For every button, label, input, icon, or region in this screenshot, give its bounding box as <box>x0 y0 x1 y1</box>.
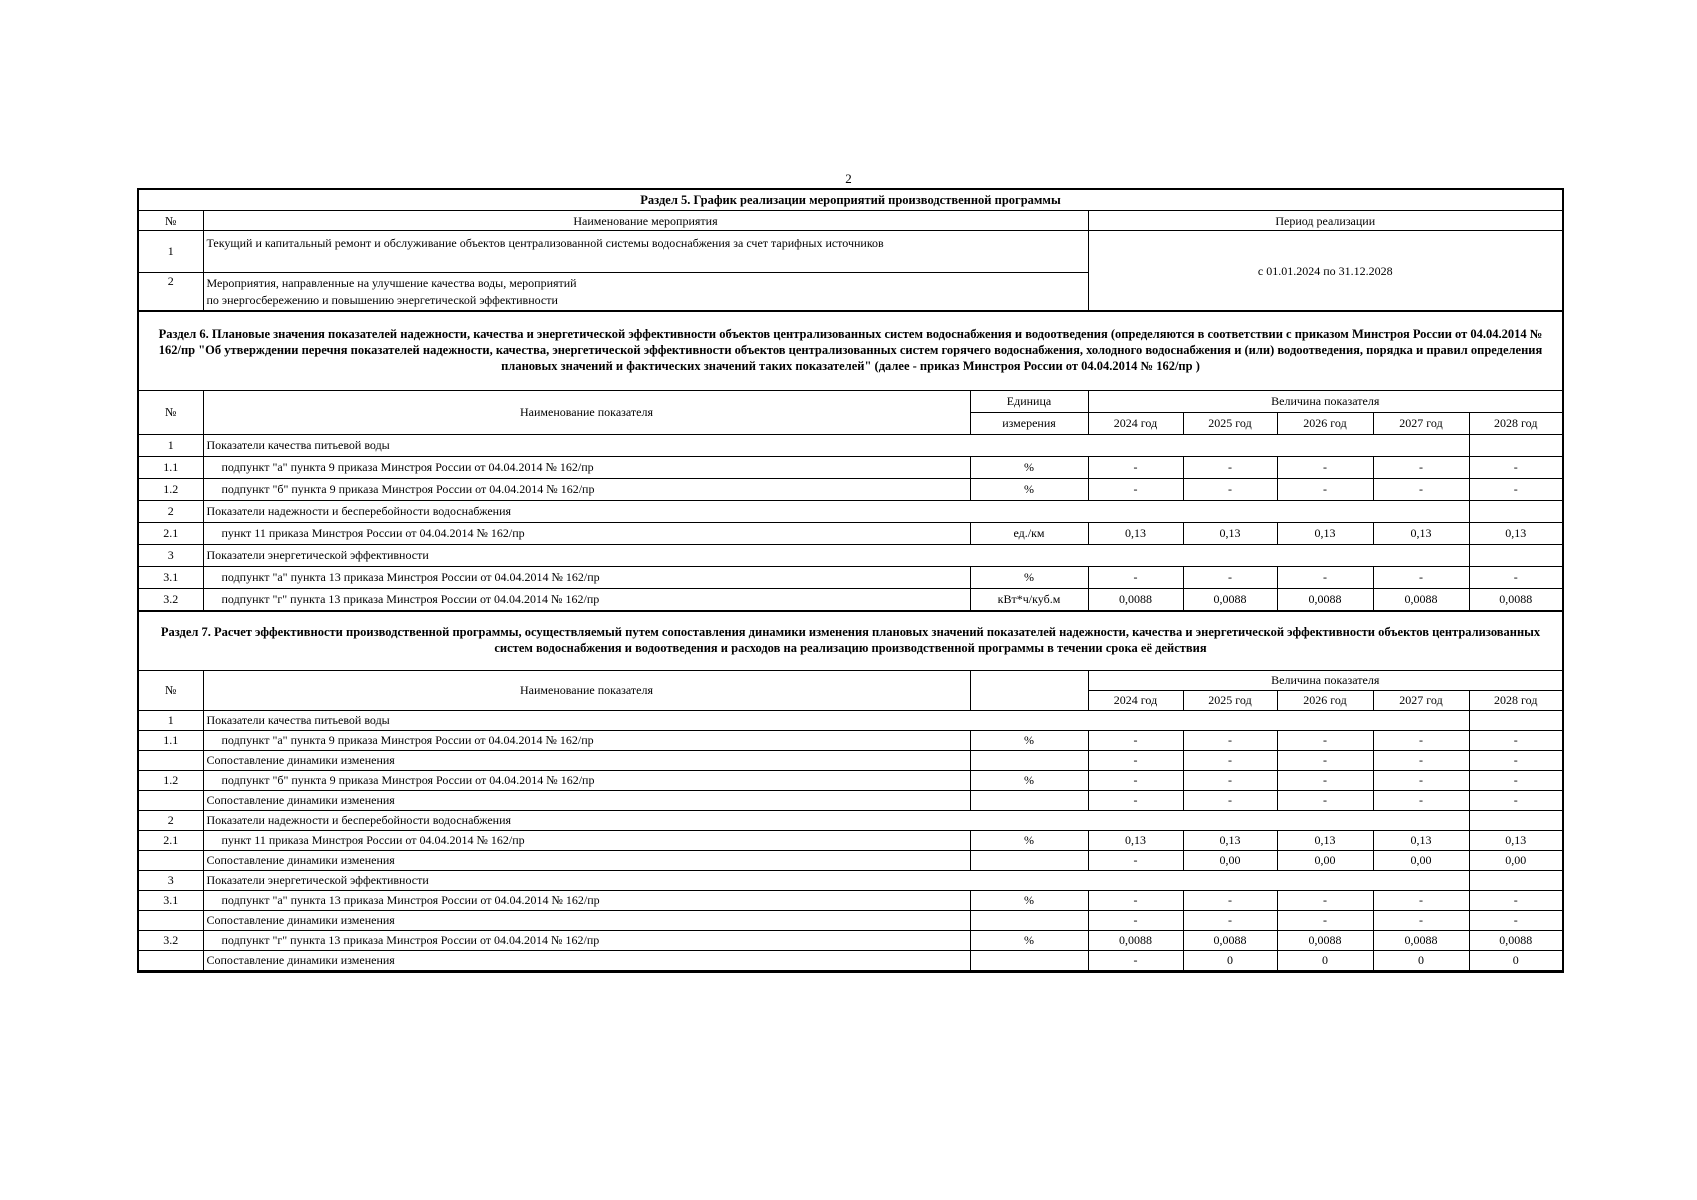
s5-header-num: № <box>139 211 203 231</box>
s7-row-value: - <box>1183 751 1277 771</box>
s6-row-num: 3.1 <box>139 567 203 589</box>
s7-row-value: - <box>1088 851 1183 871</box>
s6-group-name: Показатели качества питьевой воды <box>203 435 1469 457</box>
s7-row-value: - <box>1088 731 1183 751</box>
s6-row-num: 3.2 <box>139 589 203 611</box>
s7-row-value: 0,00 <box>1277 851 1373 871</box>
s7-row-value: - <box>1469 731 1562 751</box>
s6-row-empty <box>1469 435 1562 457</box>
s6-row <box>139 501 1562 523</box>
s6-row-num: 1.1 <box>139 457 203 479</box>
section5-title: Раздел 5. График реализации мероприятий производственной программы <box>139 190 1562 211</box>
s7-row-value: - <box>1183 771 1277 791</box>
s5-row1-num: 1 <box>139 231 203 273</box>
document-sheet <box>137 188 1564 973</box>
s7-row-value: 0 <box>1373 951 1469 971</box>
s7-row-name: подпункт "а" пункта 13 приказа Минстроя России от 04.04.2014 № 162/пр <box>203 891 970 911</box>
s7-row-name: пункт 11 приказа Минстроя России от 04.04.2014 № 162/пр <box>203 831 970 851</box>
s7-row <box>139 711 1562 731</box>
s6-row-value: 0,13 <box>1373 523 1469 545</box>
s7-row-value: 0,0088 <box>1183 931 1277 951</box>
s5-header-name: Наименование мероприятия <box>203 211 1088 231</box>
s7-row-unit: % <box>970 931 1088 951</box>
s7-row-unit: % <box>970 831 1088 851</box>
s7-row-value: 0,00 <box>1469 851 1562 871</box>
s6-row-value: - <box>1373 457 1469 479</box>
s6-header-year: 2025 год <box>1183 413 1277 435</box>
s7-header-year: 2028 год <box>1469 691 1562 711</box>
s7-header-name: Наименование показателя <box>203 671 970 711</box>
s7-row-name: Сопоставление динамики изменения <box>203 911 970 931</box>
s7-header-value: Величина показателя <box>1088 671 1562 691</box>
s7-row-value: - <box>1469 791 1562 811</box>
s6-row-name: подпункт "б" пункта 9 приказа Минстроя России от 04.04.2014 № 162/пр <box>203 479 970 501</box>
s6-row-value: - <box>1277 567 1373 589</box>
s6-row <box>139 523 1562 545</box>
s6-row-num: 3 <box>139 545 203 567</box>
s6-row-num: 2.1 <box>139 523 203 545</box>
s6-header-name: Наименование показателя <box>203 391 970 435</box>
s5-period-value: с 01.01.2024 по 31.12.2028 <box>1088 231 1562 311</box>
s7-group-name: Показатели надежности и бесперебойности водоснабжения <box>203 811 1469 831</box>
s7-row-unit <box>970 751 1088 771</box>
s7-row-value: - <box>1183 791 1277 811</box>
s7-row <box>139 931 1562 951</box>
s7-row-value: 0,13 <box>1373 831 1469 851</box>
section7-title: Раздел 7. Расчет эффективности производственной программы, осуществляемый путем сопоставления динамики изменения плановых значений показателей надежности, качества и энергетической эффективности объектов централизованных систем водоснабжения и водоотведения и расходов на реализацию производственной программы в течении срока её действия <box>139 611 1562 671</box>
s7-row-value: 0,0088 <box>1277 931 1373 951</box>
s7-row-num: 1.1 <box>139 731 203 751</box>
s7-row <box>139 911 1562 931</box>
s7-group-name: Показатели энергетической эффективности <box>203 871 1469 891</box>
s7-row-num: 1.2 <box>139 771 203 791</box>
s6-row-value: - <box>1469 479 1562 501</box>
section5-table <box>139 211 1562 311</box>
s7-row-empty <box>1469 811 1562 831</box>
s6-row-value: - <box>1373 479 1469 501</box>
s6-row-value: 0,0088 <box>1088 589 1183 611</box>
s6-row <box>139 545 1562 567</box>
s6-row-value: - <box>1088 567 1183 589</box>
s7-row <box>139 891 1562 911</box>
s7-row-value: - <box>1088 751 1183 771</box>
s7-row-value: 0,13 <box>1183 831 1277 851</box>
s7-row <box>139 811 1562 831</box>
s7-row-name: подпункт "г" пункта 13 приказа Минстроя России от 04.04.2014 № 162/пр <box>203 931 970 951</box>
s7-row-unit <box>970 851 1088 871</box>
s6-row-value: - <box>1469 567 1562 589</box>
s6-group-name: Показатели надежности и бесперебойности водоснабжения <box>203 501 1469 523</box>
s6-row-value: 0,13 <box>1469 523 1562 545</box>
s7-row-value: - <box>1183 891 1277 911</box>
s6-row-value: 0,0088 <box>1373 589 1469 611</box>
s7-row-name: Сопоставление динамики изменения <box>203 791 970 811</box>
s5-row2-name-line2: по энергосбережению и повышению энергетической эффективности <box>206 292 558 307</box>
s6-row-unit: ед./км <box>970 523 1088 545</box>
s7-group-name: Показатели качества питьевой воды <box>203 711 1469 731</box>
s6-row-empty <box>1469 545 1562 567</box>
s7-row-value: 0 <box>1277 951 1373 971</box>
s6-header-value: Величина показателя <box>1088 391 1562 413</box>
s7-row <box>139 731 1562 751</box>
s7-row-value: 0,0088 <box>1373 931 1469 951</box>
s7-header-unit <box>970 671 1088 711</box>
s6-row <box>139 479 1562 501</box>
s6-row-value: - <box>1277 457 1373 479</box>
s6-row-name: подпункт "а" пункта 13 приказа Минстроя России от 04.04.2014 № 162/пр <box>203 567 970 589</box>
s7-row-value: - <box>1088 771 1183 791</box>
s7-row-value: - <box>1088 891 1183 911</box>
s7-row-name: подпункт "б" пункта 9 приказа Минстроя России от 04.04.2014 № 162/пр <box>203 771 970 791</box>
s7-row-num <box>139 751 203 771</box>
s5-header-period: Период реализации <box>1088 211 1562 231</box>
s7-row-unit <box>970 791 1088 811</box>
s7-row-value: - <box>1373 771 1469 791</box>
s7-row-value: 0 <box>1183 951 1277 971</box>
s7-row-value: - <box>1373 891 1469 911</box>
s7-header-year: 2027 год <box>1373 691 1469 711</box>
s7-row-num: 1 <box>139 711 203 731</box>
s6-row-name: пункт 11 приказа Минстроя России от 04.04.2014 № 162/пр <box>203 523 970 545</box>
s6-row-value: - <box>1183 567 1277 589</box>
s7-header-year: 2026 год <box>1277 691 1373 711</box>
s7-row-value: - <box>1469 751 1562 771</box>
s6-row-num: 2 <box>139 501 203 523</box>
s7-row-value: - <box>1469 911 1562 931</box>
s7-row <box>139 771 1562 791</box>
s6-row-value: - <box>1088 457 1183 479</box>
s6-row-value: - <box>1469 457 1562 479</box>
s7-row-value: - <box>1277 891 1373 911</box>
s7-row-value: 0,00 <box>1373 851 1469 871</box>
s7-row-name: Сопоставление динамики изменения <box>203 751 970 771</box>
s7-row-value: - <box>1277 911 1373 931</box>
s6-header-year: 2026 год <box>1277 413 1373 435</box>
s7-row <box>139 791 1562 811</box>
s7-row <box>139 831 1562 851</box>
s6-row <box>139 567 1562 589</box>
s6-header-year: 2024 год <box>1088 413 1183 435</box>
s7-row-value: 0 <box>1469 951 1562 971</box>
s7-row-name: Сопоставление динамики изменения <box>203 951 970 971</box>
s7-row-value: - <box>1373 751 1469 771</box>
s6-header-unit-line2: измерения <box>970 413 1088 435</box>
s7-row-num <box>139 951 203 971</box>
s6-row-name: подпункт "г" пункта 13 приказа Минстроя России от 04.04.2014 № 162/пр <box>203 589 970 611</box>
s7-row-unit <box>970 951 1088 971</box>
s7-row-num: 3.2 <box>139 931 203 951</box>
s7-row-value: 0,0088 <box>1469 931 1562 951</box>
s7-row-num: 2.1 <box>139 831 203 851</box>
s6-row-unit: % <box>970 479 1088 501</box>
s6-row <box>139 589 1562 611</box>
s6-row-value: 0,13 <box>1183 523 1277 545</box>
s7-row-unit: % <box>970 731 1088 751</box>
s6-header-year: 2027 год <box>1373 413 1469 435</box>
section6-title: Раздел 6. Плановые значения показателей надежности, качества и энергетической эффективности объектов централизованных систем водоснабжения и водоотведения (определяются в соответствии с приказом Минстроя России от 04.04.2014 № 162/пр "Об утверждении перечня показателей надежности, качества, энергетической эффективности объектов централизованных систем горячего водоснабжения, холодного водоснабжения и (или) водоотведения, порядка и правил определения плановых значений и фактических значений таких показателей" (далее - приказ Минстроя России от 04.04.2014 № 162/пр ) <box>139 311 1562 391</box>
s6-row-value: 0,0088 <box>1183 589 1277 611</box>
s7-row-value: 0,0088 <box>1088 931 1183 951</box>
s7-row-num <box>139 851 203 871</box>
s7-row-num: 2 <box>139 811 203 831</box>
s7-row-value: - <box>1373 911 1469 931</box>
s7-row-num: 3.1 <box>139 891 203 911</box>
s6-row-unit: кВт*ч/куб.м <box>970 589 1088 611</box>
s5-row1-name: Текущий и капитальный ремонт и обслуживание объектов централизованной системы водоснабжения за счет тарифных источников <box>203 231 1088 273</box>
s7-row-value: - <box>1277 731 1373 751</box>
section6-table <box>139 391 1562 611</box>
s7-header-year: 2024 год <box>1088 691 1183 711</box>
s7-row-value: - <box>1183 911 1277 931</box>
s7-row-value: - <box>1373 731 1469 751</box>
s7-row-value: - <box>1469 771 1562 791</box>
s6-row-name: подпункт "а" пункта 9 приказа Минстроя России от 04.04.2014 № 162/пр <box>203 457 970 479</box>
s6-row-num: 1 <box>139 435 203 457</box>
s7-header-num: № <box>139 671 203 711</box>
s6-row-unit: % <box>970 567 1088 589</box>
s6-row <box>139 435 1562 457</box>
s7-row-name: подпункт "а" пункта 9 приказа Минстроя России от 04.04.2014 № 162/пр <box>203 731 970 751</box>
s7-row-value: 0,13 <box>1088 831 1183 851</box>
s7-row-name: Сопоставление динамики изменения <box>203 851 970 871</box>
s7-row-unit: % <box>970 771 1088 791</box>
s6-row-unit: % <box>970 457 1088 479</box>
s7-row <box>139 751 1562 771</box>
s5-row2-num: 2 <box>139 273 203 311</box>
s7-row-value: 0,13 <box>1277 831 1373 851</box>
s7-row-value: - <box>1469 891 1562 911</box>
s7-row <box>139 951 1562 971</box>
s7-row-num <box>139 911 203 931</box>
s7-row-value: 0,00 <box>1183 851 1277 871</box>
s6-row-value: 0,0088 <box>1469 589 1562 611</box>
s7-row-unit <box>970 911 1088 931</box>
s6-row-value: 0,0088 <box>1277 589 1373 611</box>
s6-header-unit-line1: Единица <box>970 391 1088 413</box>
s7-row-value: - <box>1277 751 1373 771</box>
s7-row-value: - <box>1277 791 1373 811</box>
s7-row-value: - <box>1277 771 1373 791</box>
s7-row-value: - <box>1183 731 1277 751</box>
s6-row-value: 0,13 <box>1277 523 1373 545</box>
s7-row <box>139 871 1562 891</box>
s6-row-empty <box>1469 501 1562 523</box>
s7-row-num <box>139 791 203 811</box>
s7-row-value: - <box>1373 791 1469 811</box>
s7-row-value: - <box>1088 791 1183 811</box>
s7-header-year: 2025 год <box>1183 691 1277 711</box>
s7-row-empty <box>1469 711 1562 731</box>
s6-row <box>139 457 1562 479</box>
s7-row-empty <box>1469 871 1562 891</box>
s6-row-value: - <box>1373 567 1469 589</box>
s6-body <box>139 435 1562 611</box>
s6-row-value: - <box>1183 457 1277 479</box>
section7-table <box>139 671 1562 971</box>
s5-row2-name-line1: Мероприятия, направленные на улучшение качества воды, мероприятий <box>206 275 577 290</box>
s6-row-value: - <box>1088 479 1183 501</box>
s6-group-name: Показатели энергетической эффективности <box>203 545 1469 567</box>
s6-row-value: 0,13 <box>1088 523 1183 545</box>
s7-row-unit: % <box>970 891 1088 911</box>
s7-row-value: - <box>1088 911 1183 931</box>
s7-body <box>139 711 1562 971</box>
s7-row-value: 0,13 <box>1469 831 1562 851</box>
s6-row-value: - <box>1183 479 1277 501</box>
s6-header-num: № <box>139 391 203 435</box>
s5-row2-name <box>203 273 1088 311</box>
s6-row-num: 1.2 <box>139 479 203 501</box>
s7-row-value: - <box>1088 951 1183 971</box>
s6-row-value: - <box>1277 479 1373 501</box>
s7-row-num: 3 <box>139 871 203 891</box>
page-number: 2 <box>845 171 852 186</box>
s6-header-year: 2028 год <box>1469 413 1562 435</box>
s7-row <box>139 851 1562 871</box>
